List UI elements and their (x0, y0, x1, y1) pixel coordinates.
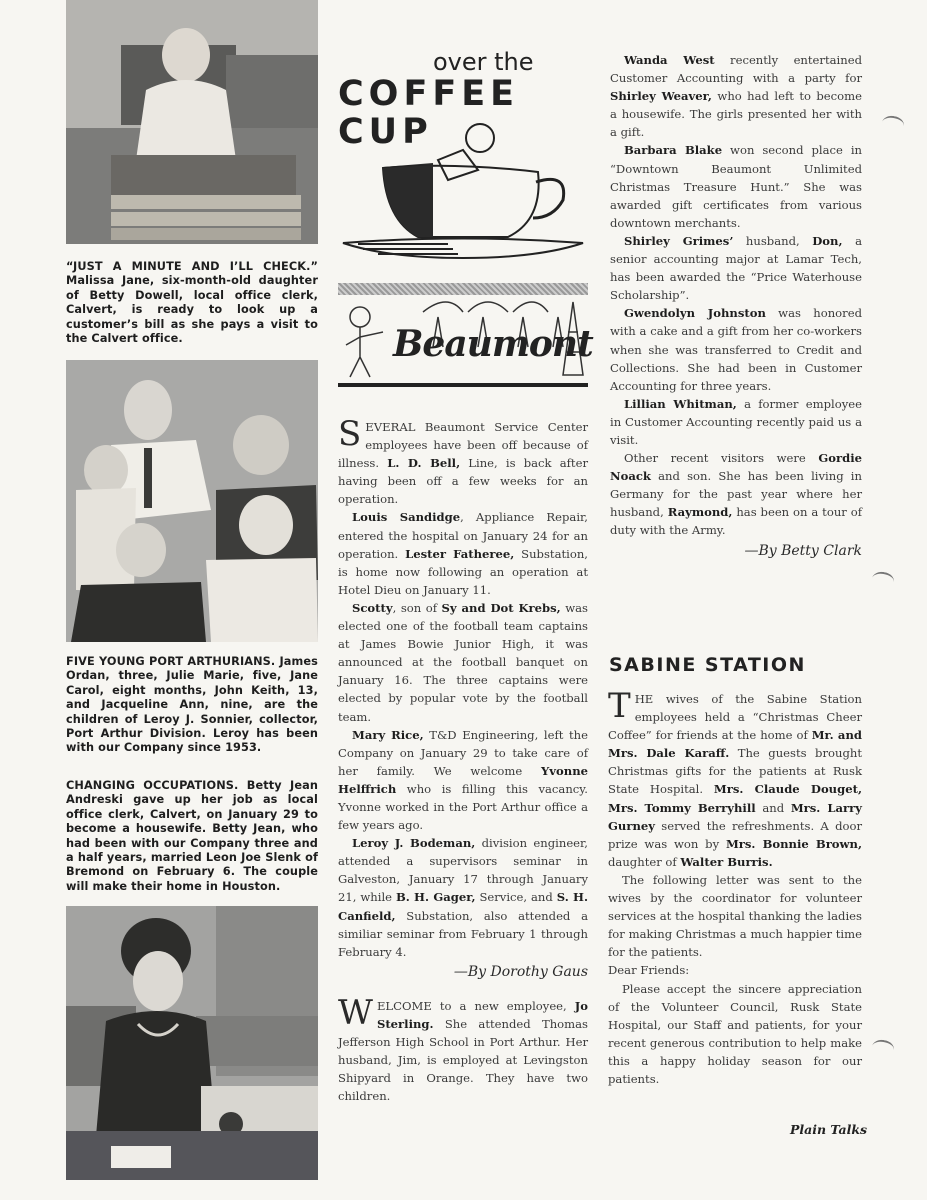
paragraph-shirley-grimes: Shirley Grimes’ husband, Don, a senior accounting major at Lamar Tech, has been awarded the “Price Waterhouse Scholarship”. (610, 233, 862, 303)
dropcap: T (608, 686, 631, 726)
sabine-station-column (608, 686, 863, 1088)
paragraph-letter-intro: The following letter was sent to the wives by the coordinator for volunteer services at the hospital thanking the ladies for making Christmas a much happier time for the patients. (608, 872, 862, 960)
dropcap: W (338, 992, 373, 1033)
paragraph-gwendolyn-johnston: Gwendolyn Johnston was honored with a cake and a gift from her co-workers when she was transferred to Credit and Collections. She had been in Customer Accounting for three years. (610, 306, 862, 393)
logo-pattern-bar (338, 283, 588, 295)
caption-body: Malissa Jane, six-month-old daughter of Betty Dowell, local office clerk, Calvert, is ready to look up a customer’s bill as she pays a visit to the Calvert office. (66, 274, 318, 346)
paragraph-barbara-blake: Barbara Blake won second place in “Downtown Beaumont Unlimited Christmas Treasure Hunt.” She was awarded gift certificates from various downtown merchants. (610, 143, 862, 230)
beaumont-news-column (338, 414, 588, 1105)
paragraph-letter-body: Please accept the sincere appreciation of the Volunteer Council, Rusk State Hospital, our Staff and patients, for your recent generous contribution to help make this a happy holiday season for our patients. (608, 981, 862, 1086)
paragraph-christmas-coffee: THE wives of the Sabine Station employees held a “Christmas Cheer Coffee” for friends at the home of Mr. and Mrs. Dale Karaff. The guests brought Christmas gifts for the patients at Rusk State Hospital. Mrs. Claude Douget, Mrs. Tommy Berryhill and Mrs. Larry Gurney served the refreshments. A door prize was won by Mrs. Bonnie Brown, daughter of Walter Burris. (608, 686, 863, 869)
baby-photo-illustration (66, 0, 318, 244)
paragraph-sandidge: Louis Sandidge, Appliance Repair, entered the hospital on January 24 for an operation. Lester Fatheree, Substation, is home now following an operation at Hotel Dieu on January 11. (338, 510, 588, 597)
photo-baby-at-desk (66, 0, 318, 244)
logo-beaumont-text: Beaumont (393, 323, 593, 365)
paragraph-bodeman: Leroy J. Bodeman, division engineer, attended a supervisors seminar in Galveston, January 17 through January 21, while B. H. Gager, Service, and S. H. Canfield, Substation, also attended a similiar seminar from February 1 through February 4. (338, 836, 588, 959)
dropcap: S (338, 414, 362, 454)
paragraph-other-visitors: Other recent visitors were Gordie Noack and son. She has been living in Germany for the past year where her husband, Raymond, has been on a tour of duty with the Army. (610, 451, 862, 538)
photo-woman-typewriter (66, 906, 318, 1180)
caption-body: Betty Jean Andreski gave up her job as local office clerk, Calvert, on January 29 to become a housewife. Betty Jean, who had been with our Company three and a half years, married Leon Joe Slenk of Bremond on February 6. The couple will make their home in Houston. (66, 779, 318, 893)
section-title-sabine-station: SABINE STATION (609, 654, 806, 676)
byline-betty-clark: —By Betty Clark (744, 542, 862, 559)
paragraph-illness: SEVERAL Beaumont Service Center employees have been off because of illness. L. D. Bell, Line, is back after having been off a few weeks for an operation. (338, 414, 588, 507)
beaumont-news-column-continued (610, 51, 862, 560)
paragraph-mary-rice: Mary Rice, T&D Engineering, left the Company on January 29 to take care of her family. We welcome Yvonne Helffrich who is filling this vacancy. Yvonne worked in the Port Arthur office a few years ago. (338, 727, 588, 833)
logo-underline (338, 383, 588, 387)
caption-heading: FIVE YOUNG PORT ARTHURIANS. (66, 655, 276, 668)
masthead-coffee-cup (338, 40, 590, 260)
woman-photo-illustration (66, 906, 318, 1180)
caption-heading: “JUST A MINUTE AND I’LL CHECK.” (66, 260, 318, 273)
caption-baby (66, 260, 318, 346)
paragraph-scotty: Scotty, son of Sy and Dot Krebs, was elected one of the football team captains at James Bowie Junior High, it was announced at the football banquet on January 16. The three captains were elected by popular vote by the football team. (338, 600, 588, 724)
photo-five-children (66, 360, 318, 642)
caption-body: James Ordan, three, Julie Marie, five, Jane Carol, eight months, John Keith, 13, and Jacqueline Ann, nine, are the children of Leroy J. Sonnier, collector, Port Arthur Division. Leroy has been with our Company since 1953. (66, 655, 318, 755)
caption-heading: CHANGING OCCUPATIONS. (66, 779, 239, 792)
coffee-cup-icon (338, 110, 590, 260)
paragraph-welcome: WELCOME to a new employee, Jo Sterling. She attended Thomas Jefferson High School in Port Arthur. Her husband, Jim, is employed at Levingston Shipyard in Orange. They have two children. (338, 992, 588, 1104)
letter-salutation: Dear Friends: (608, 963, 690, 978)
byline-dorothy-gaus: —By Dorothy Gaus (453, 963, 588, 980)
name: L. D. Bell, (387, 456, 461, 471)
caption-changing-occupations (66, 779, 318, 894)
caption-five-children (66, 655, 318, 756)
binder-hole-mark (871, 1038, 895, 1058)
paragraph-lillian-whitman: Lillian Whitman, a former employee in Customer Accounting recently paid us a visit. (610, 396, 862, 447)
masthead-over-the: over the (433, 48, 534, 76)
binder-hole-mark (881, 114, 905, 134)
children-photo-illustration (66, 360, 318, 642)
section-logo-beaumont (338, 283, 593, 393)
paragraph-wanda-west: Wanda West recently entertained Customer Accounting with a party for Shirley Weaver, who had left to become a housewife. The girls presented her with a gift. (610, 53, 862, 140)
binder-hole-mark (871, 570, 895, 590)
publication-name: Plain Talks (790, 1122, 868, 1137)
masthead-cup: CUP (338, 112, 433, 152)
masthead-coffee: COFFEE (338, 74, 520, 114)
